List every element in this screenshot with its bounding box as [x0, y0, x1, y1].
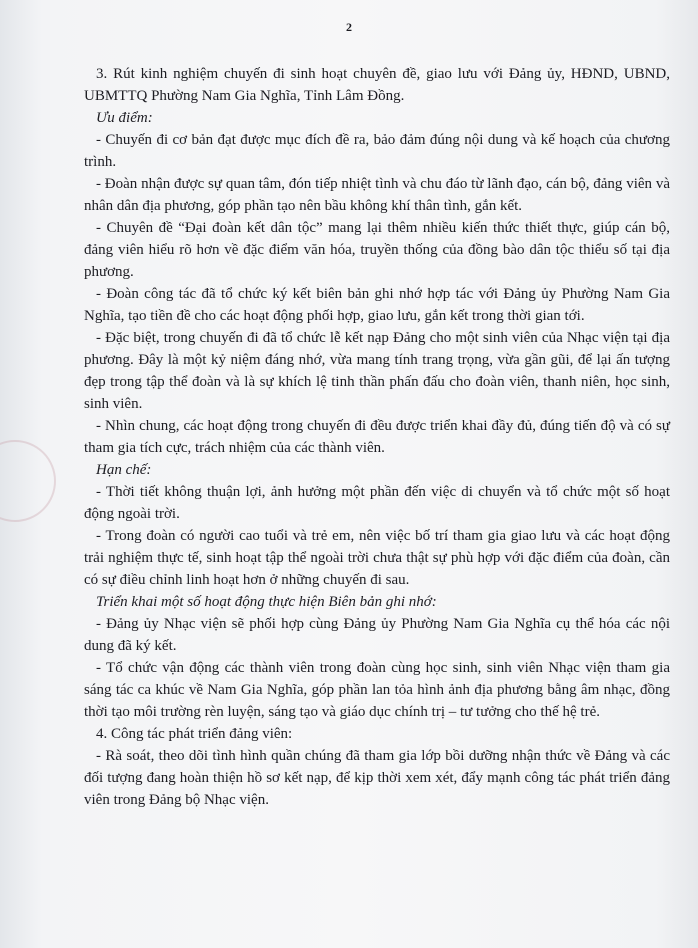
advantage-item: - Chuyên đề “Đại đoàn kết dân tộc” mang lại thêm nhiều kiến thức thiết thực, giúp cán bộ, đảng viên hiểu rõ hơn về đặc điểm văn hóa, truyền thống của đồng bào dân tộc thiểu số tại địa phương.	[84, 220, 670, 280]
limitation-item: - Trong đoàn có người cao tuổi và trẻ em, nên việc bố trí tham gia giao lưu và các hoạt động trải nghiệm thực tế, sinh hoạt tập thể ngoài trời chưa thật sự phù hợp với đặc điểm của đoàn, cần có sự điều chỉnh linh hoạt hơn ở những chuyến đi sau.	[84, 528, 670, 588]
page-number: 2	[346, 20, 352, 34]
section-4-heading: 4. Công tác phát triển đảng viên:	[96, 726, 293, 742]
deploy-item: - Tổ chức vận động các thành viên trong đoàn cùng học sinh, sinh viên Nhạc viện tham gia sáng tác ca khúc về Nam Gia Nghĩa, góp phần lan tỏa hình ảnh địa phương bằng âm nhạc, đồng thời tạo môi trường rèn luyện, sáng tạo và giáo dục chính trị – tư tưởng cho thế hệ trẻ.	[84, 660, 670, 720]
advantage-item: - Đoàn nhận được sự quan tâm, đón tiếp nhiệt tình và chu đáo từ lãnh đạo, cán bộ, đảng viên và nhân dân địa phương, góp phần tạo nên bầu không khí thân tình, gắn kết.	[84, 176, 670, 214]
limitations-heading: Hạn chế:	[96, 462, 152, 478]
advantage-item: - Đoàn công tác đã tổ chức ký kết biên bản ghi nhớ hợp tác với Đảng ủy Phường Nam Gia Nghĩa, tạo tiền đề cho các hoạt động phối hợp, giao lưu, gắn kết trong thời gian tới.	[84, 286, 670, 324]
advantages-heading: Ưu điểm:	[96, 110, 153, 126]
section-3-heading: 3. Rút kinh nghiệm chuyến đi sinh hoạt chuyên đề, giao lưu với Đảng ủy, HĐND, UBND, UBMTTQ Phường Nam Gia Nghĩa, Tỉnh Lâm Đồng.	[84, 66, 670, 104]
deploy-heading: Triển khai một số hoạt động thực hiện Biên bản ghi nhớ:	[96, 594, 437, 610]
advantage-item: - Nhìn chung, các hoạt động trong chuyến đi đều được triển khai đầy đủ, đúng tiến độ và có sự tham gia tích cực, trách nhiệm của các thành viên.	[84, 418, 670, 456]
limitation-item: - Thời tiết không thuận lợi, ảnh hưởng một phần đến việc di chuyển và tổ chức một số hoạt động ngoài trời.	[84, 484, 670, 522]
section-4-body: - Rà soát, theo dõi tình hình quần chúng đã tham gia lớp bồi dưỡng nhận thức về Đảng và các đối tượng đang hoàn thiện hồ sơ kết nạp, để kịp thời xem xét, đẩy mạnh công tác phát triển đảng viên trong Đảng bộ Nhạc viện.	[84, 748, 670, 808]
advantage-item: - Đặc biệt, trong chuyến đi đã tổ chức lễ kết nạp Đảng cho một sinh viên của Nhạc viện tại địa phương. Đây là một kỷ niệm đáng nhớ, vừa mang tính trang trọng, vừa gần gũi, để lại ấn tượng đẹp trong tập thể đoàn và là sự khích lệ tinh thần phấn đấu cho đoàn viên, thanh niên, học sinh, sinh viên.	[84, 330, 670, 412]
advantage-item: - Chuyến đi cơ bản đạt được mục đích đề ra, bảo đảm đúng nội dung và kế hoạch của chương trình.	[84, 132, 670, 170]
document-body	[84, 63, 670, 811]
stamp-mark	[0, 440, 56, 522]
deploy-item: - Đảng ủy Nhạc viện sẽ phối hợp cùng Đảng ủy Phường Nam Gia Nghĩa cụ thể hóa các nội dung đã ký kết.	[84, 616, 670, 654]
